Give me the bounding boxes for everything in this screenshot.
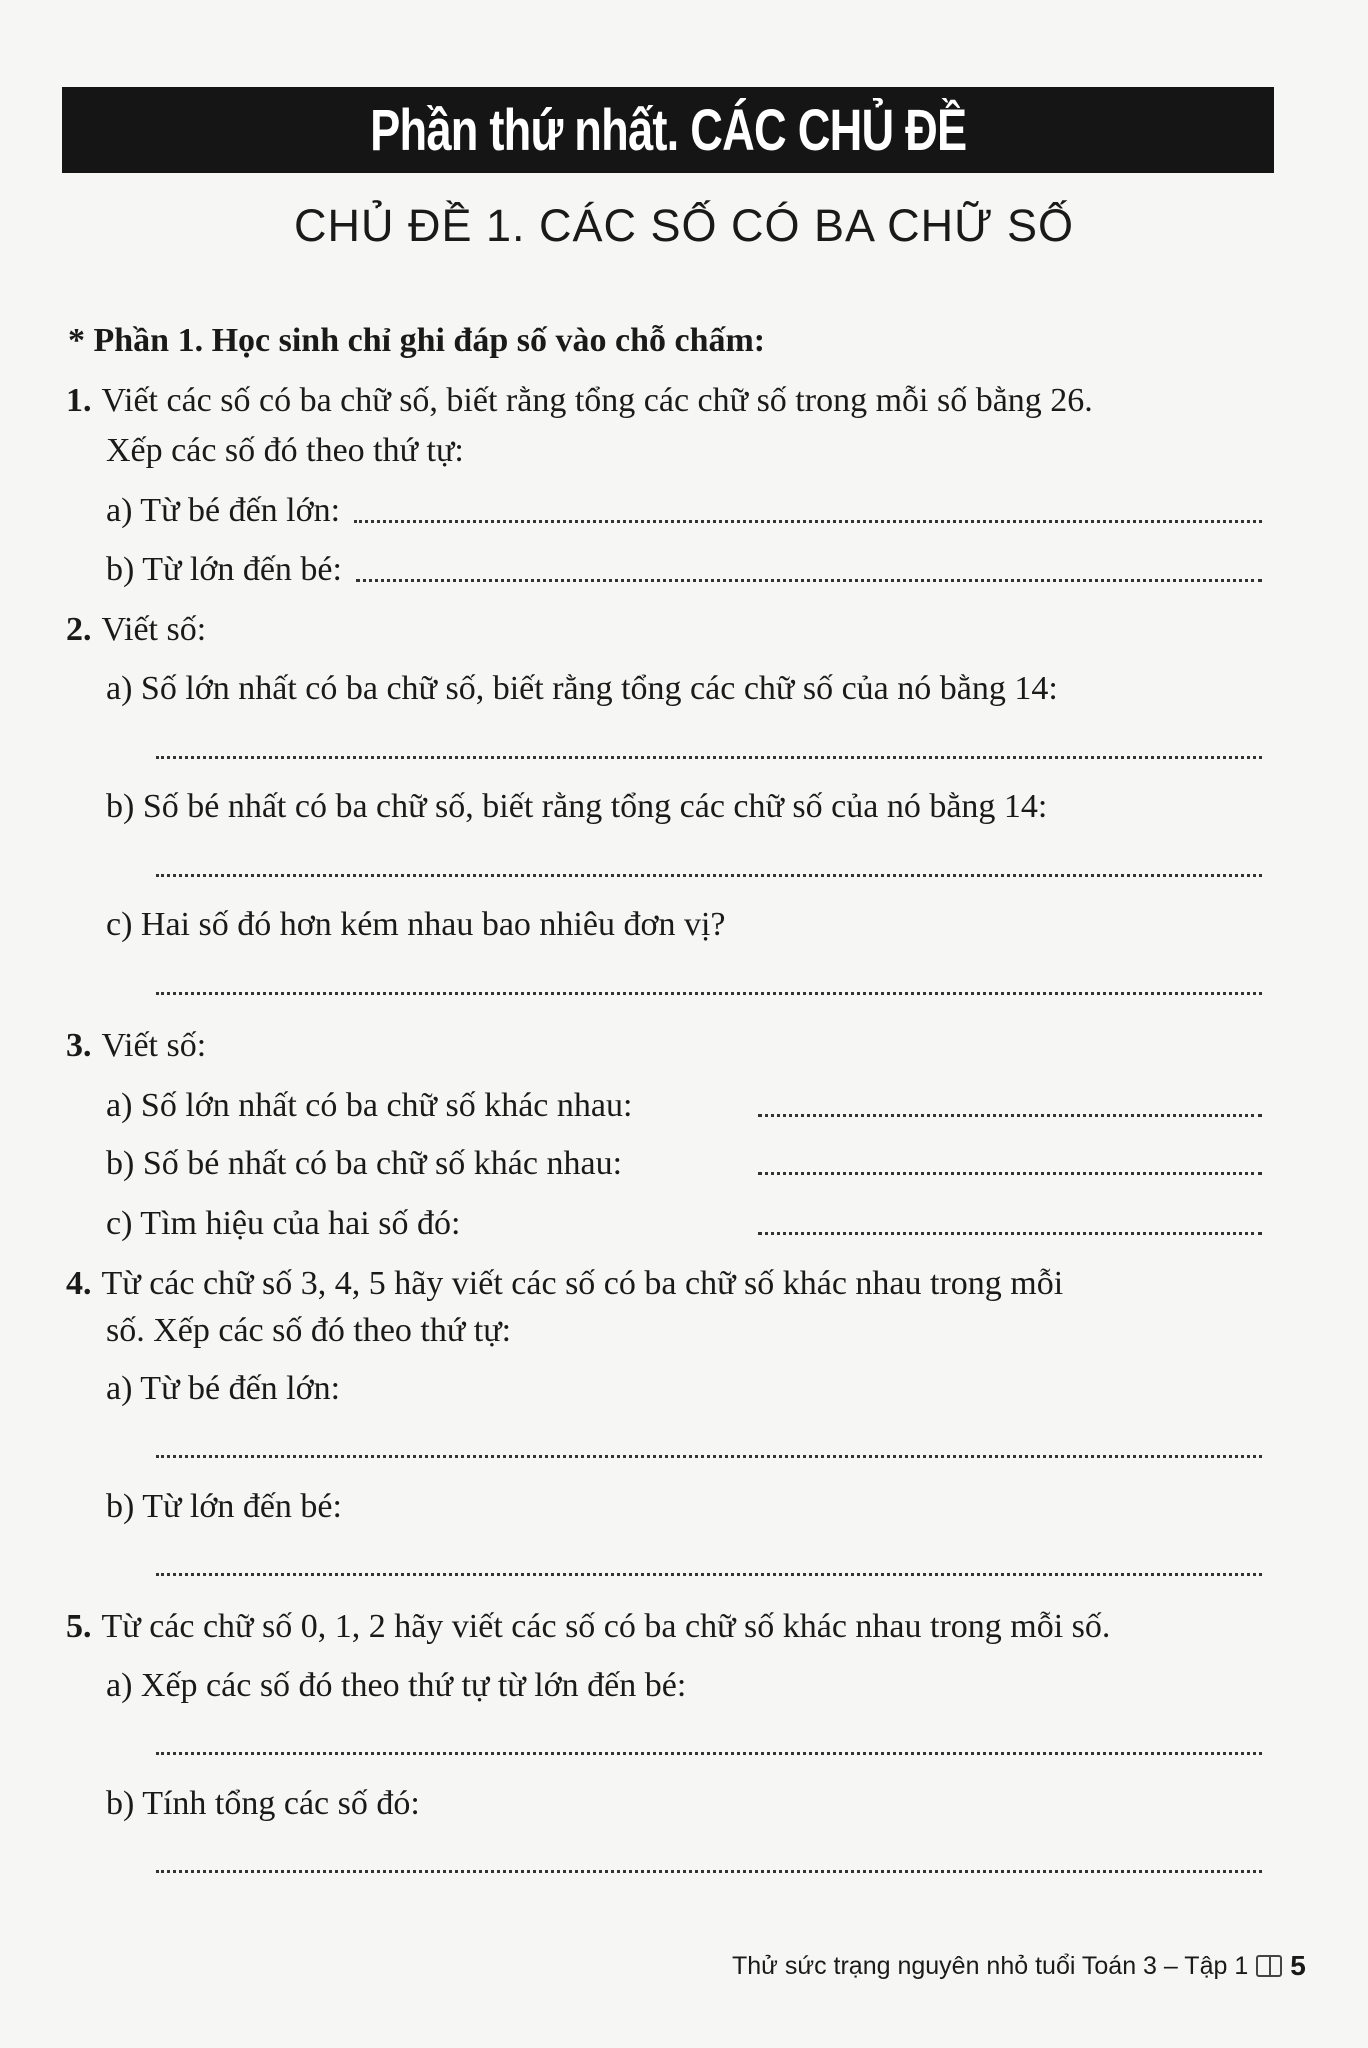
problem-5a: a) Xếp các số đó theo thứ tự từ lớn đến bé: (106, 1667, 687, 1704)
problem-4a: a) Từ bé đến lớn: (106, 1370, 341, 1407)
problem-number: 2. (66, 611, 92, 648)
answer-field[interactable] (354, 520, 1262, 523)
problem-number: 3. (66, 1027, 92, 1064)
problem-3c: c) Tìm hiệu của hai số đó: (106, 1205, 461, 1242)
page-footer (732, 1950, 1306, 1982)
answer-field[interactable] (156, 874, 1262, 877)
problem-2c: c) Hai số đó hơn kém nhau bao nhiêu đơn vị? (106, 906, 726, 943)
problem-3a: a) Số lớn nhất có ba chữ số khác nhau: (106, 1087, 633, 1124)
part-banner (62, 87, 1274, 173)
problem-1b (106, 549, 1262, 591)
problem-4-text2: số. Xếp các số đó theo thứ tự: (106, 1312, 512, 1349)
problem-2b: b) Số bé nhất có ba chữ số, biết rằng tổng các chữ số của nó bằng 14: (106, 788, 1048, 825)
section-heading: * Phần 1. Học sinh chỉ ghi đáp số vào chỗ chấm: (68, 322, 766, 359)
problem-4 (66, 1263, 1063, 1305)
answer-field[interactable] (758, 1114, 1262, 1117)
problem-text: Từ các chữ số 3, 4, 5 hãy viết các số có ba chữ số khác nhau trong mỗi (101, 1265, 1064, 1302)
answer-field[interactable] (156, 992, 1262, 995)
answer-field[interactable] (156, 1573, 1262, 1576)
book-title: Thử sức trạng nguyên nhỏ tuổi Toán 3 – Tập 1 (732, 1951, 1249, 1980)
problem-5 (66, 1606, 1110, 1648)
problem-number: 4. (66, 1265, 92, 1302)
answer-field[interactable] (156, 1455, 1262, 1458)
answer-field[interactable] (156, 756, 1262, 759)
topic-title: CHỦ ĐỀ 1. CÁC SỐ CÓ BA CHỮ SỐ (293, 200, 1075, 251)
problem-3b: b) Số bé nhất có ba chữ số khác nhau: (106, 1145, 623, 1182)
problem-number: 1. (66, 382, 92, 419)
problem-text: Từ các chữ số 0, 1, 2 hãy viết các số có ba chữ số khác nhau trong mỗi số. (101, 1608, 1111, 1645)
answer-field[interactable] (758, 1232, 1262, 1235)
part-title: Phần thứ nhất. CÁC CHỦ ĐỀ (369, 97, 967, 163)
answer-field[interactable] (156, 1752, 1262, 1755)
problem-text: Viết số: (101, 611, 207, 648)
problem-number: 5. (66, 1608, 92, 1645)
answer-field[interactable] (758, 1172, 1262, 1175)
page-number: 5 (1290, 1950, 1306, 1981)
answer-field[interactable] (156, 1870, 1262, 1873)
part-label: a) Từ bé đến lớn: (106, 492, 341, 529)
problem-text: Viết số: (101, 1027, 207, 1064)
book-icon (1256, 1955, 1282, 1977)
problem-1a (106, 490, 1262, 532)
part-label: b) Từ lớn đến bé: (106, 551, 342, 588)
problem-2 (66, 609, 206, 651)
problem-1-text2: Xếp các số đó theo thứ tự: (106, 432, 464, 469)
problem-2a: a) Số lớn nhất có ba chữ số, biết rằng tổng các chữ số của nó bằng 14: (106, 670, 1058, 707)
problem-1 (66, 380, 1093, 422)
problem-text: Viết các số có ba chữ số, biết rằng tổng các chữ số trong mỗi số bằng 26. (101, 382, 1093, 419)
problem-3 (66, 1025, 206, 1067)
problem-5b: b) Tính tổng các số đó: (106, 1785, 420, 1822)
answer-field[interactable] (356, 579, 1262, 582)
problem-4b: b) Từ lớn đến bé: (106, 1488, 342, 1525)
